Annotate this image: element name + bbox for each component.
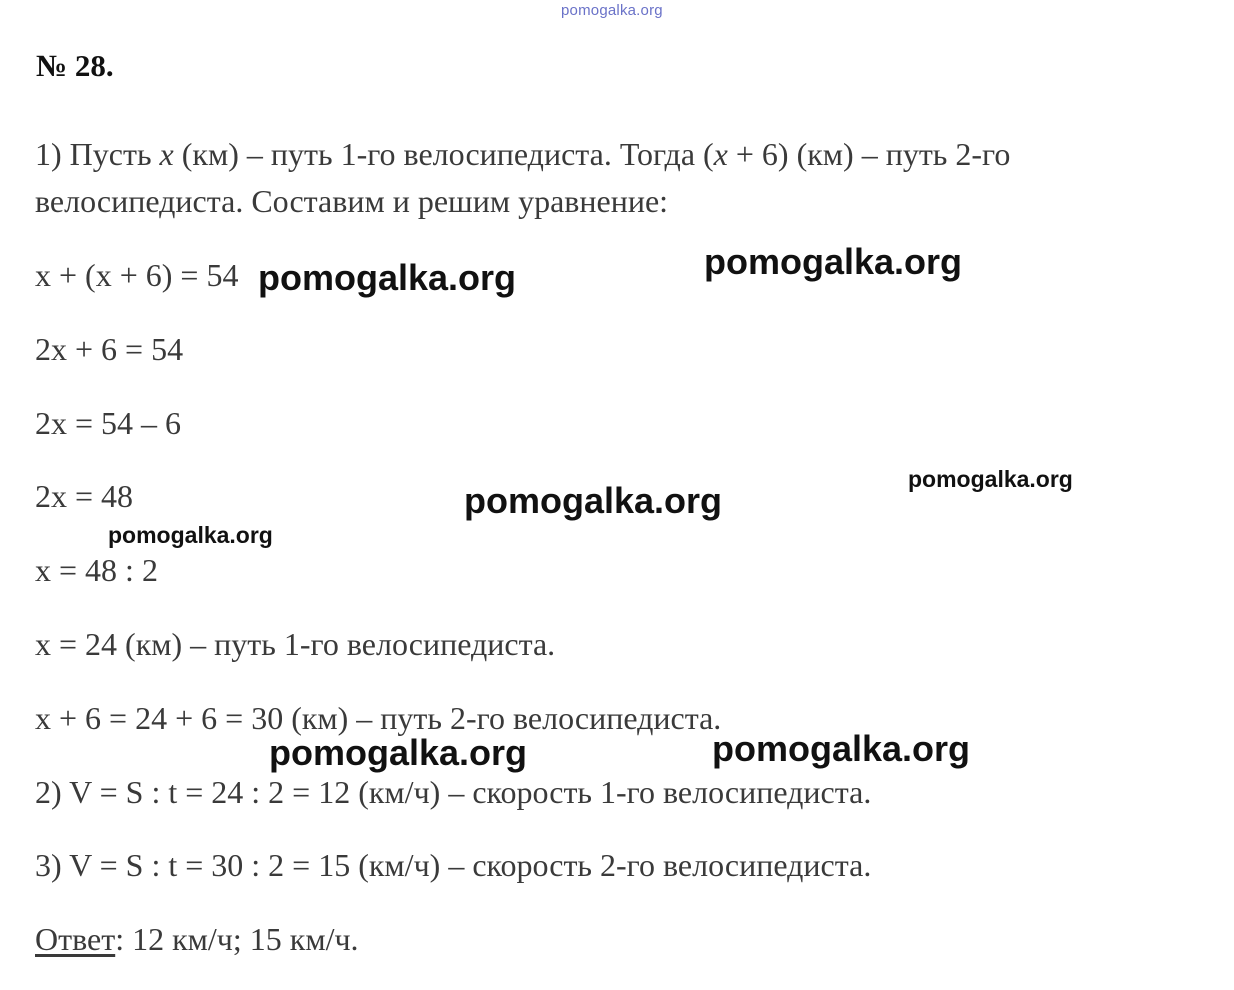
equation-2: 2x + 6 = 54 xyxy=(35,331,184,367)
watermark: pomogalka.org xyxy=(464,480,723,521)
answer-label: Ответ xyxy=(35,921,116,957)
intro-line-2: велосипедиста. Составим и решим уравнение: xyxy=(35,183,669,219)
variable-x: x xyxy=(713,136,728,172)
equation-6: x = 24 (км) – путь 1-го велосипедиста. xyxy=(35,626,556,662)
equation-1: x + (x + 6) = 54 xyxy=(35,257,239,293)
equation-3: 2x = 54 – 6 xyxy=(35,405,182,441)
problem-number: № 28. xyxy=(36,48,114,83)
intro-text-a: 1) Пусть xyxy=(35,136,160,172)
watermark: pomogalka.org xyxy=(704,241,963,282)
step-2: 2) V = S : t = 24 : 2 = 12 (км/ч) – скорость 1-го велосипедиста. xyxy=(35,774,872,810)
site-watermark-top: pomogalka.org xyxy=(561,2,663,19)
intro-text-b: (км) – путь 1-го велосипедиста. Тогда ( xyxy=(173,136,714,172)
answer-line xyxy=(35,921,359,957)
watermark: pomogalka.org xyxy=(108,522,273,548)
variable-x: x xyxy=(159,136,174,172)
equation-5: x = 48 : 2 xyxy=(35,552,158,588)
watermark: pomogalka.org xyxy=(258,257,517,298)
equation-4: 2x = 48 xyxy=(35,478,134,514)
answer-text: : 12 км/ч; 15 км/ч. xyxy=(115,921,359,957)
watermark: pomogalka.org xyxy=(712,728,971,769)
watermark: pomogalka.org xyxy=(269,732,528,773)
equation-7: x + 6 = 24 + 6 = 30 (км) – путь 2-го велосипедиста. xyxy=(35,700,722,736)
watermark: pomogalka.org xyxy=(908,466,1073,492)
intro-text-c: + 6) (км) – путь 2-го xyxy=(727,136,1011,172)
step-3: 3) V = S : t = 30 : 2 = 15 (км/ч) – скорость 2-го велосипедиста. xyxy=(35,847,872,883)
intro-line-1 xyxy=(35,136,1010,172)
